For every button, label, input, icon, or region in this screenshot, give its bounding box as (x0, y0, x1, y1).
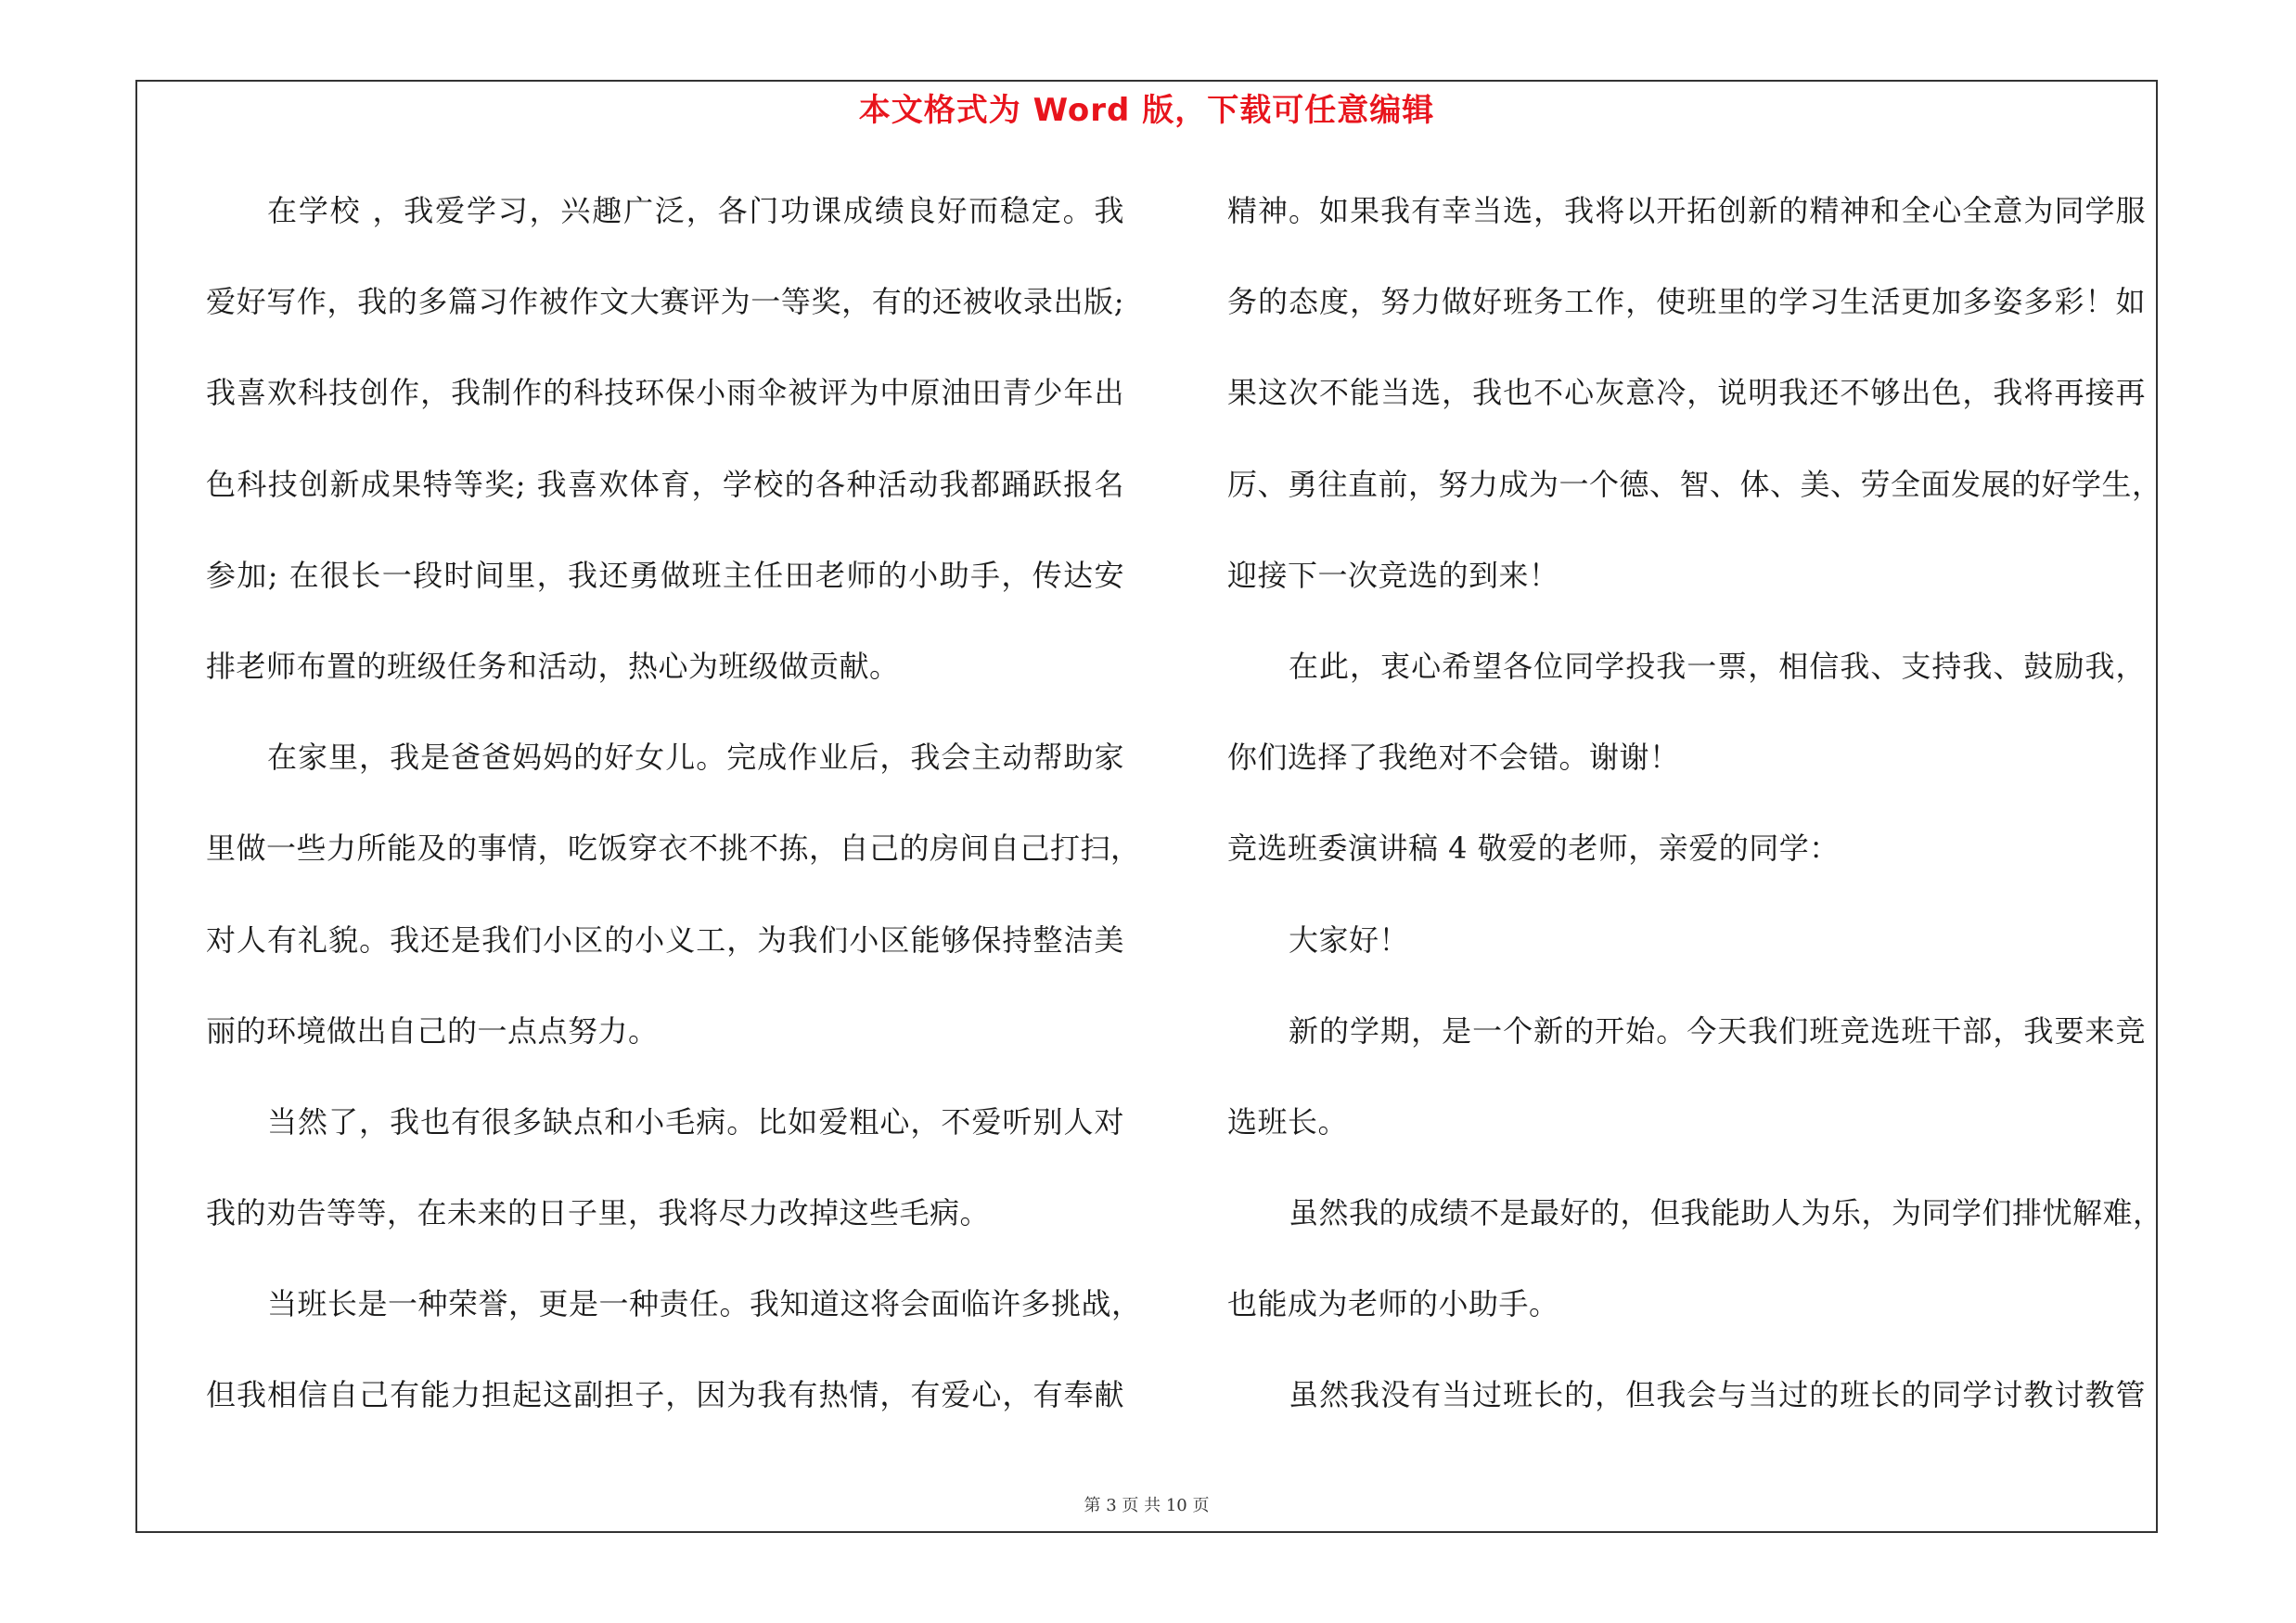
text-line: 参加; 在很长一段时间里，我还勇做班主任田老师的小助手，传达安 (206, 557, 1124, 593)
text-line: 在家里，我是爸爸妈妈的好女儿。完成作业后，我会主动帮助家 (267, 740, 1124, 776)
text-line: 对人有礼貌。我还是我们小区的小义工，为我们小区能够保持整洁美 (206, 921, 1124, 958)
text-line: 虽然我的成绩不是最好的，但我能助人为乐，为同学们排忧解难， (1289, 1195, 2163, 1231)
text-line: 大家好！ (1289, 921, 1410, 958)
text-line: 当然了，我也有很多缺点和小毛病。比如爱粗心，不爱听别人对 (267, 1103, 1124, 1140)
text-line: 务的态度，努力做好班务工作，使班里的学习生活更加多姿多彩！如 (1227, 284, 2146, 320)
left-text-column (206, 182, 1142, 1458)
text-line: 在学校 ，我爱学习，兴趣广泛，各门功课成绩良好而稳定。我 (267, 193, 1124, 228)
text-line: 新的学期，是一个新的开始。今天我们班竞选班干部，我要来竞 (1289, 1012, 2146, 1049)
text-line: 我喜欢科技创作，我制作的科技环保小雨伞被评为中原油田青少年出 (206, 375, 1124, 411)
text-line: 虽然我没有当过班长的，但我会与当过的班长的同学讨教讨教管 (1289, 1377, 2146, 1413)
text-line: 但我相信自己有能力担起这副担子，因为我有热情，有爱心，有奉献 (206, 1377, 1124, 1413)
text-line: 排老师布置的班级任务和活动，热心为班级做贡献。 (206, 648, 900, 684)
right-text-column (1227, 182, 2163, 1458)
text-line: 厉、勇往直前，努力成为一个德、智、体、美、劳全面发展的好学生， (1227, 466, 2162, 502)
text-line: 我的劝告等等，在未来的日子里，我将尽力改掉这些毛病。 (206, 1195, 991, 1231)
page-number: 第 3 页 共 10 页 (1084, 1496, 1210, 1515)
text-line: 色科技创新成果特等奖; 我喜欢体育，学校的各种活动我都踊跃报名 (206, 466, 1124, 502)
document-banner: 本文格式为 Word 版，下载可任意编辑 (858, 92, 1435, 129)
text-line: 当班长是一种荣誉，更是一种责任。我知道这将会面临许多挑战， (267, 1286, 1142, 1322)
text-line: 在此，衷心希望各位同学投我一票，相信我、支持我、鼓励我， (1289, 648, 2146, 684)
text-line: 竞选班委演讲稿 4 敬爱的老师，亲爱的同学： (1227, 831, 1840, 867)
text-line: 迎接下一次竞选的到来！ (1227, 557, 1559, 593)
text-line: 选班长。 (1227, 1103, 1349, 1140)
text-line: 爱好写作，我的多篇习作被作文大赛评为一等奖，有的还被收录出版; (206, 284, 1124, 320)
text-line: 里做一些力所能及的事情，吃饭穿衣不挑不拣，自己的房间自己打扫， (206, 831, 1141, 867)
text-line: 精神。如果我有幸当选，我将以开拓创新的精神和全心全意为同学服 (1227, 193, 2146, 228)
text-line: 你们选择了我绝对不会错。谢谢！ (1227, 740, 1680, 776)
text-line: 也能成为老师的小助手。 (1227, 1286, 1559, 1322)
text-line: 丽的环境做出自己的一点点努力。 (206, 1012, 659, 1049)
text-line: 果这次不能当选，我也不心灰意冷，说明我还不够出色，我将再接再 (1227, 375, 2146, 411)
